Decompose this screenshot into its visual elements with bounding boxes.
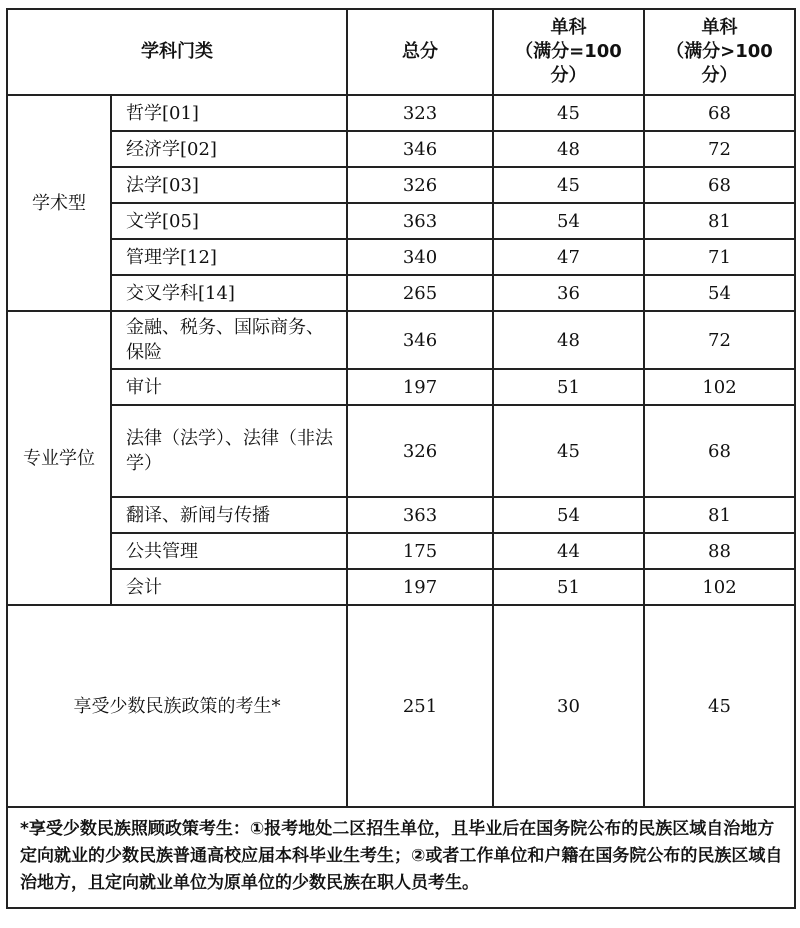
- subject-name: 法学[03]: [111, 167, 347, 203]
- score-table-sheet: [6, 8, 794, 924]
- subject-name: 公共管理: [111, 533, 347, 569]
- table-row: [7, 167, 795, 203]
- total-score: 346: [347, 131, 493, 167]
- total-score: 363: [347, 203, 493, 239]
- subject-name: 哲学[01]: [111, 95, 347, 131]
- total-score: 363: [347, 497, 493, 533]
- minority-total-score: 251: [347, 605, 493, 807]
- table-row: [7, 95, 795, 131]
- table-row: [7, 203, 795, 239]
- group-label-academic: 学术型: [7, 95, 111, 311]
- minority-single-100-score: 30: [493, 605, 644, 807]
- table-row: [7, 131, 795, 167]
- minority-single-over-100-score: 45: [644, 605, 795, 807]
- table-row: [7, 239, 795, 275]
- single-100-score: 45: [493, 167, 644, 203]
- group-label-professional: 专业学位: [7, 311, 111, 605]
- total-score: 197: [347, 369, 493, 405]
- single-over-100-score: 88: [644, 533, 795, 569]
- subject-name: 管理学[12]: [111, 239, 347, 275]
- single-over-100-score: 81: [644, 203, 795, 239]
- subject-name: 翻译、新闻与传播: [111, 497, 347, 533]
- table-row: [7, 533, 795, 569]
- total-score: 323: [347, 95, 493, 131]
- header-single-over-100-text: 单科 （满分>100 分）: [666, 17, 773, 86]
- subject-name: 交叉学科[14]: [111, 275, 347, 311]
- header-category: 学科门类: [7, 9, 347, 95]
- header-total: 总分: [347, 9, 493, 95]
- single-over-100-score: 54: [644, 275, 795, 311]
- header-single-100-text: 单科 （满分=100 分）: [515, 17, 622, 86]
- subject-name: 文学[05]: [111, 203, 347, 239]
- subject-name: 金融、税务、国际商务、保险: [111, 311, 347, 369]
- single-over-100-score: 68: [644, 95, 795, 131]
- table-row: [7, 369, 795, 405]
- single-100-score: 54: [493, 497, 644, 533]
- single-100-score: 51: [493, 569, 644, 605]
- subject-name: 法律（法学）、法律（非法学）: [111, 405, 347, 497]
- single-100-score: 36: [493, 275, 644, 311]
- total-score: 326: [347, 167, 493, 203]
- subject-name: 经济学[02]: [111, 131, 347, 167]
- total-score: 265: [347, 275, 493, 311]
- single-100-score: 48: [493, 311, 644, 369]
- single-over-100-score: 71: [644, 239, 795, 275]
- minority-row: [7, 605, 795, 807]
- table-row: [7, 311, 795, 369]
- score-table: [6, 8, 796, 909]
- header-single-100: [493, 9, 644, 95]
- table-row: [7, 405, 795, 497]
- total-score: 340: [347, 239, 493, 275]
- single-over-100-score: 72: [644, 131, 795, 167]
- header-single-over-100: [644, 9, 795, 95]
- single-100-score: 51: [493, 369, 644, 405]
- single-over-100-score: 68: [644, 405, 795, 497]
- total-score: 175: [347, 533, 493, 569]
- single-100-score: 44: [493, 533, 644, 569]
- single-100-score: 45: [493, 405, 644, 497]
- table-row: [7, 275, 795, 311]
- minority-label: 享受少数民族政策的考生*: [7, 605, 347, 807]
- table-row: [7, 497, 795, 533]
- single-over-100-score: 81: [644, 497, 795, 533]
- total-score: 197: [347, 569, 493, 605]
- single-over-100-score: 102: [644, 369, 795, 405]
- table-row: [7, 569, 795, 605]
- single-100-score: 47: [493, 239, 644, 275]
- single-100-score: 54: [493, 203, 644, 239]
- single-100-score: 48: [493, 131, 644, 167]
- single-over-100-score: 68: [644, 167, 795, 203]
- total-score: 326: [347, 405, 493, 497]
- subject-name: 审计: [111, 369, 347, 405]
- note-row: [7, 807, 795, 908]
- subject-name: 会计: [111, 569, 347, 605]
- single-100-score: 45: [493, 95, 644, 131]
- policy-note: *享受少数民族照顾政策考生：①报考地处二区招生单位，且毕业后在国务院公布的民族区域自治地方定向就业的少数民族普通高校应届本科毕业生考生；②或者工作单位和户籍在国务院公布的民族区域自治地方，且定向就业单位为原单位的少数民族在职人员考生。: [7, 807, 795, 908]
- table-header-row: [7, 9, 795, 95]
- single-over-100-score: 72: [644, 311, 795, 369]
- total-score: 346: [347, 311, 493, 369]
- single-over-100-score: 102: [644, 569, 795, 605]
